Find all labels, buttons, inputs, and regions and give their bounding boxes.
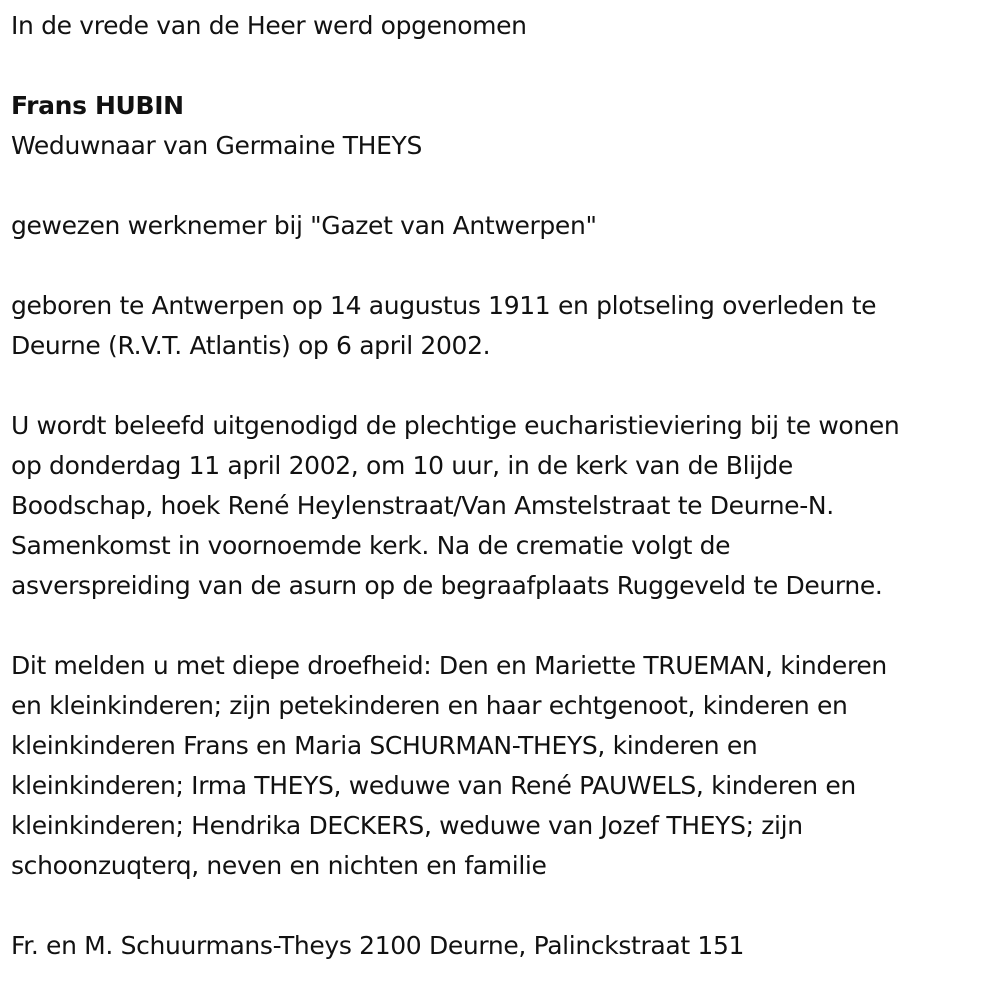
occupation-line: gewezen werknemer bij "Gazet van Antwerpen" [11, 211, 597, 240]
intro-line: In de vrede van de Heer werd opgenomen [11, 11, 527, 40]
address-line: Fr. en M. Schuurmans-Theys 2100 Deurne, Palinckstraat 151 [11, 931, 745, 960]
spacer [11, 606, 996, 646]
widower-line: Weduwnaar van Germaine THEYS [11, 131, 423, 160]
spacer [11, 246, 996, 286]
paragraph-line: asverspreiding van de asurn op de begraafplaats Ruggeveld te Deurne. [11, 571, 883, 600]
spacer [11, 366, 996, 406]
ceremony-paragraph [11, 406, 996, 606]
paragraph-line: Boodschap, hoek René Heylenstraat/Van Amstelstraat te Deurne-N. [11, 491, 834, 520]
paragraph-line: kleinkinderen; Irma THEYS, weduwe van René PAUWELS, kinderen en [11, 771, 856, 800]
mourners-paragraph [11, 646, 996, 886]
obituary-notice [11, 6, 996, 966]
paragraph-line: kleinkinderen Frans en Maria SCHURMAN-THEYS, kinderen en [11, 731, 758, 760]
paragraph-line: op donderdag 11 april 2002, om 10 uur, in de kerk van de Blijde [11, 451, 793, 480]
paragraph-line: U wordt beleefd uitgenodigd de plechtige eucharistieviering bij te wonen [11, 411, 900, 440]
spacer [11, 46, 996, 86]
paragraph-line: Dit melden u met diepe droefheid: Den en Mariette TRUEMAN, kinderen [11, 651, 887, 680]
spacer [11, 886, 996, 926]
spacer [11, 166, 996, 206]
paragraph-line: kleinkinderen; Hendrika DECKERS, weduwe van Jozef THEYS; zijn [11, 811, 803, 840]
deceased-name: Frans HUBIN [11, 91, 184, 120]
paragraph-line: geboren te Antwerpen op 14 augustus 1911 en plotseling overleden te [11, 291, 877, 320]
paragraph-line: Deurne (R.V.T. Atlantis) op 6 april 2002. [11, 331, 491, 360]
paragraph-line: Samenkomst in voornoemde kerk. Na de crematie volgt de [11, 531, 731, 560]
paragraph-line: schoonzuqterq, neven en nichten en familie [11, 851, 547, 880]
birth-death-paragraph [11, 286, 996, 366]
paragraph-line: en kleinkinderen; zijn petekinderen en haar echtgenoot, kinderen en [11, 691, 848, 720]
